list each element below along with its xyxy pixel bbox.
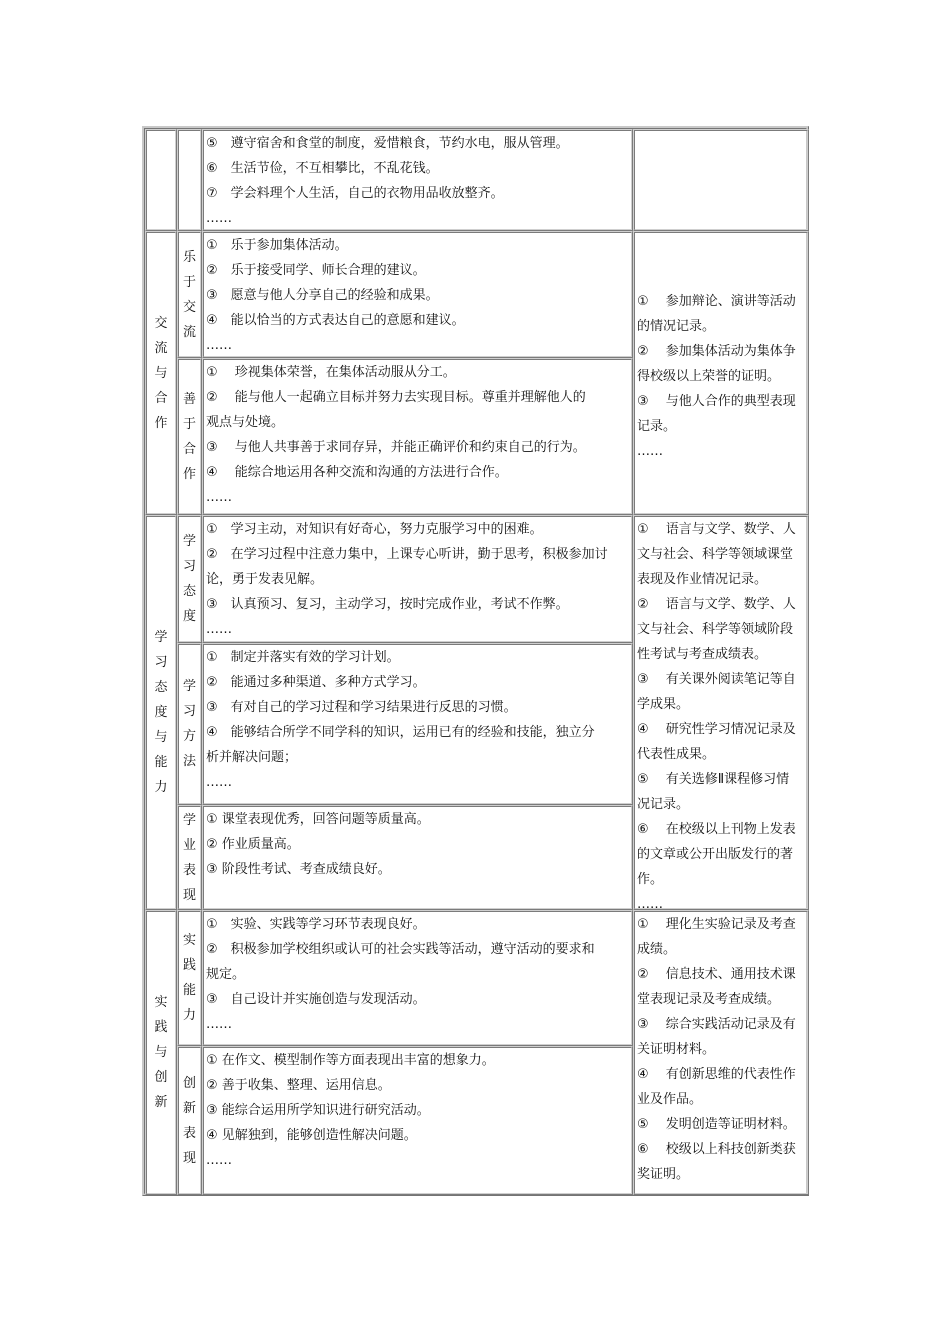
category-label-char: 作 (154, 415, 168, 431)
evidence-item: …… (637, 444, 663, 459)
criteria-cell (202, 910, 633, 1046)
evidence-list (635, 289, 807, 464)
criteria-item: ③ 认真预习、复习，主动学习，按时完成作业，考试不作弊。 (206, 597, 569, 612)
criteria-item: ① 在作文、模型制作等方面表现出丰富的想象力。 (206, 1053, 495, 1068)
subcategory-label-char: 新 (182, 1100, 196, 1116)
criteria-item: ④ 能够结合所学不同学科的知识，运用已有的经验和技能，独立分 (206, 725, 595, 740)
subcategory-cell (177, 358, 202, 515)
criteria-item: ② 能通过多种渠道、多种方式学习。 (206, 675, 426, 690)
evidence-item: 学成果。 (637, 697, 690, 712)
subcategory-label-char: 实 (182, 933, 196, 948)
criteria-list (204, 1048, 631, 1173)
subcategory-label-char: 学 (182, 679, 196, 694)
evidence-item: 表现及作业情况记录。 (637, 572, 768, 587)
criteria-item: ④ 能综合地运用各种交流和沟通的方法进行合作。 (206, 465, 508, 480)
subcategory-label-char: 现 (182, 1150, 196, 1166)
criteria-item: ② 善于收集、整理、运用信息。 (206, 1078, 391, 1093)
criteria-list (204, 807, 631, 882)
criteria-item: …… (206, 490, 232, 505)
subcategory-label-char: 能 (182, 983, 196, 998)
evidence-item: ⑤ 有关选修Ⅱ课程修习情 (637, 772, 790, 787)
evidence-item: 成绩。 (637, 942, 677, 957)
criteria-cell (202, 805, 633, 910)
criteria-item: …… (206, 338, 232, 353)
criteria-item: 析并解决问题； (206, 750, 298, 765)
category-label-char: 与 (154, 365, 168, 381)
subcategory-label-char: 交 (182, 299, 196, 315)
subcategory-cell (177, 1046, 202, 1195)
criteria-list (204, 645, 631, 795)
evidence-item: 作。 (637, 872, 664, 887)
evidence-item: 得校级以上荣誉的证明。 (637, 369, 781, 384)
criteria-item: ③ 愿意与他人分享自己的经验和成果。 (206, 288, 439, 303)
criteria-list (204, 912, 631, 1037)
criteria-item: ⑦ 学会料理个人生活，自己的衣物用品收放整齐。 (206, 186, 504, 201)
subcategory-cell (177, 129, 202, 231)
subcategory-cell (177, 515, 202, 643)
evidence-item: ① 语言与文学、数学、人 (637, 522, 796, 537)
criteria-cell (202, 231, 633, 358)
evidence-item: …… (637, 897, 663, 912)
subcategory-label-char: 乐 (182, 249, 196, 265)
criteria-item: ② 乐于接受同学、师长合理的建议。 (206, 263, 426, 278)
criteria-item: ⑥ 生活节俭，不互相攀比，不乱花钱。 (206, 161, 439, 176)
criteria-item: ③ 与他人共事善于求同存异，并能正确评价和约束自己的行为。 (206, 440, 586, 455)
evidence-item: ⑤ 发明创造等证明材料。 (637, 1117, 796, 1132)
criteria-item: …… (206, 775, 232, 790)
evidence-item: 记录。 (637, 419, 677, 434)
evidence-item: ② 参加集体活动为集体争 (637, 344, 796, 359)
criteria-item: …… (206, 211, 232, 226)
evidence-item: ④ 研究性学习情况记录及 (637, 722, 796, 737)
evidence-item: 文与社会、科学等领域阶段 (637, 622, 794, 637)
criteria-cell (202, 515, 633, 643)
criteria-item: 论，勇于发表见解。 (206, 572, 324, 587)
subcategory-label-char: 方 (182, 729, 196, 744)
category-label-char: 与 (154, 730, 168, 745)
subcategory-label-char: 合 (182, 441, 196, 457)
category-label-char: 能 (154, 755, 168, 770)
evidence-item: ② 语言与文学、数学、人 (637, 597, 796, 612)
evidence-item: 业及作品。 (637, 1092, 703, 1107)
subcategory-label-char: 善 (182, 391, 196, 407)
category-label-char: 创 (154, 1070, 168, 1085)
evidence-item: 况记录。 (637, 797, 690, 812)
subcategory-label-char: 作 (182, 466, 196, 482)
criteria-item: ③ 有对自己的学习过程和学习结果进行反思的习惯。 (206, 700, 517, 715)
evidence-cell (633, 129, 809, 231)
criteria-item: …… (206, 1017, 232, 1032)
evidence-item: ② 信息技术、通用技术课 (637, 967, 796, 982)
category-label-char: 实 (154, 995, 168, 1010)
subcategory-label-char: 业 (182, 837, 196, 853)
category-label-char: 力 (154, 780, 168, 795)
category-label-char: 践 (154, 1020, 168, 1035)
category-cell (145, 129, 177, 231)
evidence-item: ① 理化生实验记录及考查 (637, 917, 796, 932)
subcategory-label-char: 态 (182, 584, 196, 599)
category-label-char: 度 (154, 705, 168, 720)
subcategory-label-char: 践 (182, 958, 196, 973)
subcategory-label-char: 法 (182, 754, 196, 769)
evidence-item: 文与社会、科学等领域课堂 (637, 547, 794, 562)
subcategory-label-char: 表 (182, 862, 196, 878)
criteria-list (204, 517, 631, 642)
category-label-char: 习 (154, 655, 168, 670)
evidence-item: ④ 有创新思维的代表性作 (637, 1067, 796, 1082)
evidence-item: 性考试与考查成绩表。 (637, 647, 768, 662)
criteria-list (204, 360, 631, 510)
criteria-item: ③ 自己设计并实施创造与发现活动。 (206, 992, 426, 1007)
evidence-item: ① 参加辩论、演讲等活动 (637, 294, 796, 309)
subcategory-cell (177, 643, 202, 805)
subcategory-label-char: 于 (182, 416, 196, 432)
criteria-list (204, 131, 631, 231)
evidence-item: 代表性成果。 (637, 747, 716, 762)
evidence-item: 的文章或公开出版发行的著 (637, 847, 794, 862)
subcategory-label-char: 习 (182, 559, 196, 574)
criteria-cell (202, 643, 633, 805)
subcategory-label-char: 创 (182, 1075, 196, 1091)
criteria-list (204, 233, 631, 358)
evidence-item: 关证明材料。 (637, 1042, 716, 1057)
evidence-item: ③ 有关课外阅读笔记等自 (637, 672, 796, 687)
criteria-item: ① 学习主动，对知识有好奇心，努力克服学习中的困难。 (206, 522, 543, 537)
evidence-item: 奖证明。 (637, 1167, 690, 1182)
subcategory-label-char: 现 (182, 887, 196, 903)
evidence-item: 的情况记录。 (637, 319, 716, 334)
criteria-cell (202, 1046, 633, 1195)
criteria-item: ⑤ 遵守宿舍和食堂的制度，爱惜粮食，节约水电，服从管理。 (206, 136, 569, 151)
evidence-item: ⑥ 在校级以上刊物上发表 (637, 822, 796, 837)
subcategory-label-char: 学 (182, 812, 196, 828)
criteria-item: ① 实验、实践等学习环节表现良好。 (206, 917, 426, 932)
evidence-item: ③ 综合实践活动记录及有 (637, 1017, 796, 1032)
criteria-cell (202, 129, 633, 231)
criteria-item: ④ 能以恰当的方式表达自己的意愿和建议。 (206, 313, 465, 328)
evidence-cell (633, 910, 809, 1195)
category-label-char: 流 (154, 340, 168, 356)
criteria-item: ③ 阶段性考试、考查成绩良好。 (206, 862, 391, 877)
subcategory-label-char: 于 (182, 274, 196, 290)
criteria-item: ③ 能综合运用所学知识进行研究活动。 (206, 1103, 430, 1118)
evidence-cell (633, 231, 809, 515)
criteria-item: …… (206, 622, 232, 637)
category-cell (145, 231, 177, 515)
criteria-item: ① 制定并落实有效的学习计划。 (206, 650, 400, 665)
category-label-char: 态 (154, 680, 168, 695)
criteria-cell (202, 358, 633, 515)
criteria-item: ① 珍视集体荣誉，在集体活动服从分工。 (206, 365, 456, 380)
subcategory-label-char: 流 (182, 324, 196, 340)
subcategory-label-char: 力 (182, 1008, 196, 1023)
category-label-char: 与 (154, 1045, 168, 1060)
criteria-item: ② 在学习过程中注意力集中，上课专心听讲，勤于思考，积极参加讨 (206, 547, 608, 562)
category-label-char: 学 (154, 630, 168, 645)
criteria-item: 规定。 (206, 967, 246, 982)
subcategory-cell (177, 231, 202, 358)
evidence-list (635, 517, 807, 917)
category-cell (145, 515, 177, 910)
criteria-item: …… (206, 1153, 232, 1168)
criteria-item: ④ 见解独到，能够创造性解决问题。 (206, 1128, 417, 1143)
criteria-item: ① 课堂表现优秀，回答问题等质量高。 (206, 812, 430, 827)
evaluation-table (142, 126, 809, 1196)
subcategory-label-char: 表 (182, 1125, 196, 1141)
subcategory-label-char: 度 (182, 609, 196, 624)
evidence-list (635, 912, 807, 1187)
criteria-item: ② 作业质量高。 (206, 837, 300, 852)
criteria-item: ② 积极参加学校组织或认可的社会实践等活动，遵守活动的要求和 (206, 942, 595, 957)
subcategory-label-char: 习 (182, 704, 196, 719)
criteria-item: ① 乐于参加集体活动。 (206, 238, 348, 253)
evidence-item: 堂表现记录及考查成绩。 (637, 992, 781, 1007)
category-label-char: 交 (154, 315, 168, 331)
category-cell (145, 910, 177, 1195)
subcategory-cell (177, 910, 202, 1046)
evidence-cell (633, 515, 809, 910)
evidence-item: ③ 与他人合作的典型表现 (637, 394, 796, 409)
evidence-item: ⑥ 校级以上科技创新类获 (637, 1142, 796, 1157)
criteria-item: ② 能与他人一起确立目标并努力去实现目标。尊重并理解他人的 (206, 390, 586, 405)
criteria-item: 观点与处境。 (206, 415, 285, 430)
category-label-char: 合 (154, 390, 168, 406)
subcategory-label-char: 学 (182, 534, 196, 549)
subcategory-cell (177, 805, 202, 910)
category-label-char: 新 (154, 1095, 168, 1110)
